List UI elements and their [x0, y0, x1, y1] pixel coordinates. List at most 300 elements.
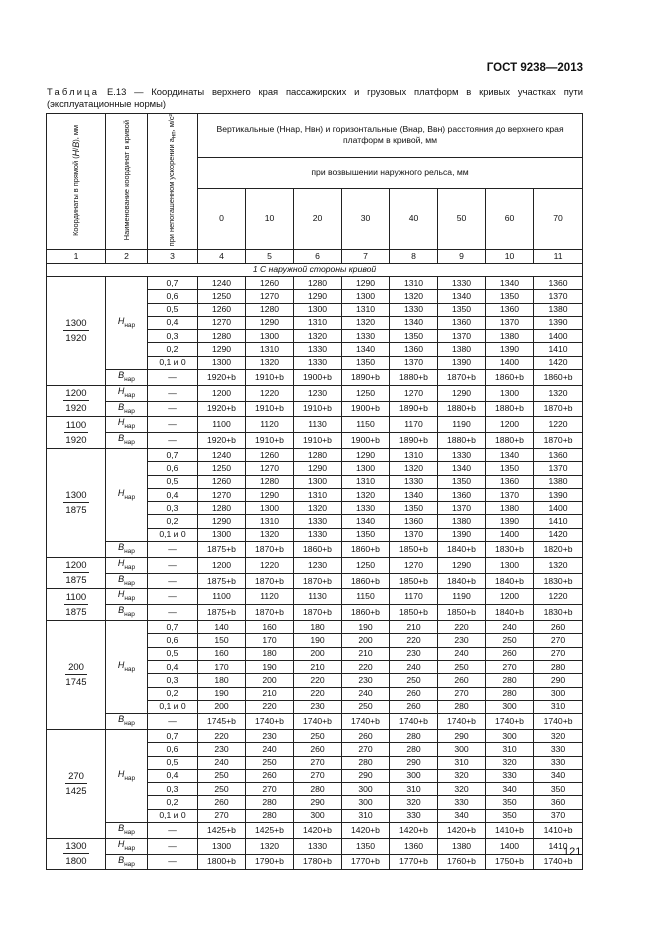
- value-cell: 1830+b: [486, 542, 534, 558]
- value-cell: 210: [294, 660, 342, 673]
- value-cell: 1880+b: [486, 433, 534, 449]
- value-cell: 1870+b: [438, 369, 486, 385]
- table-row: [47, 542, 583, 558]
- value-cell: 270: [534, 647, 583, 660]
- value-cell: 1350: [342, 838, 390, 854]
- value-cell: 1300: [246, 330, 294, 343]
- value-cell: 1900+b: [294, 369, 342, 385]
- b-outer-label-cell: $B_{нар}$: [106, 573, 148, 589]
- value-cell: 1910+b: [246, 369, 294, 385]
- value-cell: 200: [198, 700, 246, 713]
- acceleration-cell: 0,6: [148, 462, 198, 475]
- value-cell: 190: [198, 687, 246, 700]
- value-cell: 1200: [486, 417, 534, 433]
- value-cell: 1875+b: [198, 573, 246, 589]
- acceleration-cell: —: [148, 369, 198, 385]
- value-cell: 1290: [342, 276, 390, 289]
- table-row: [47, 621, 583, 634]
- table-row: [47, 714, 583, 730]
- value-cell: 1760+b: [438, 854, 486, 870]
- value-cell: 1260: [246, 276, 294, 289]
- value-cell: 250: [198, 783, 246, 796]
- caption-text: Е.13 — Координаты верхнего края пассажирских и грузовых платформ в кривых участках пути (эксплуатационные нормы): [47, 86, 583, 109]
- value-cell: 1870+b: [246, 573, 294, 589]
- value-cell: 260: [246, 769, 294, 782]
- value-cell: 1270: [390, 385, 438, 401]
- value-cell: 300: [486, 700, 534, 713]
- acceleration-cell: 0,5: [148, 647, 198, 660]
- value-cell: 1230: [294, 557, 342, 573]
- value-cell: 1360: [534, 276, 583, 289]
- value-cell: 180: [198, 674, 246, 687]
- value-cell: 1420+b: [438, 822, 486, 838]
- value-cell: 1740+b: [342, 714, 390, 730]
- value-cell: 1740+b: [294, 714, 342, 730]
- value-cell: 1310: [246, 343, 294, 356]
- value-cell: 1330: [390, 475, 438, 488]
- header-elevation: при возвышении наружного рельса, мм: [198, 157, 583, 188]
- value-cell: 1890+b: [390, 433, 438, 449]
- acceleration-cell: 0,1 и 0: [148, 356, 198, 369]
- value-cell: 1270: [198, 316, 246, 329]
- column-number-cell: 10: [486, 250, 534, 263]
- value-cell: 1220: [534, 589, 583, 605]
- elevation-header-cell: 20: [294, 188, 342, 250]
- value-cell: 240: [198, 756, 246, 769]
- value-cell: 340: [534, 769, 583, 782]
- header-coordinate-name: Наименование координат в кривой: [106, 114, 148, 250]
- value-cell: 1100: [198, 589, 246, 605]
- value-cell: 1300: [198, 356, 246, 369]
- value-cell: 280: [486, 687, 534, 700]
- header-coordinates-straight: Координаты в прямой (H/B), мм: [47, 114, 106, 250]
- value-cell: 190: [294, 634, 342, 647]
- header-distances: Вертикальные (Hнар, Hвн) и горизонтальные (Bнар, Bвн) расстояния до верхнего края платформ в кривой, мм: [198, 114, 583, 158]
- value-cell: 220: [342, 660, 390, 673]
- value-cell: 1290: [294, 462, 342, 475]
- value-cell: 1360: [390, 343, 438, 356]
- value-cell: 1410: [534, 838, 583, 854]
- elevation-header-cell: 0: [198, 188, 246, 250]
- table-row: [47, 822, 583, 838]
- value-cell: 320: [438, 783, 486, 796]
- value-cell: 1290: [198, 515, 246, 528]
- value-cell: 1410: [534, 515, 583, 528]
- value-cell: 230: [342, 674, 390, 687]
- value-cell: 260: [342, 729, 390, 742]
- value-cell: 1380: [534, 475, 583, 488]
- value-cell: 1870+b: [294, 605, 342, 621]
- acceleration-cell: 0,5: [148, 475, 198, 488]
- column-number-cell: 9: [438, 250, 486, 263]
- value-cell: 1330: [294, 515, 342, 528]
- value-cell: 1300: [294, 475, 342, 488]
- value-cell: 1880+b: [438, 401, 486, 417]
- value-cell: 280: [390, 743, 438, 756]
- table-caption: [47, 86, 583, 109]
- value-cell: 1330: [294, 343, 342, 356]
- value-cell: 210: [342, 647, 390, 660]
- value-cell: 1820+b: [534, 542, 583, 558]
- value-cell: 1350: [486, 290, 534, 303]
- value-cell: 1170: [390, 589, 438, 605]
- value-cell: 1130: [294, 589, 342, 605]
- straight-coordinate-cell: $\frac{1100}{1920}$: [47, 417, 106, 449]
- value-cell: 1350: [438, 475, 486, 488]
- acceleration-cell: 0,1 и 0: [148, 809, 198, 822]
- value-cell: 1270: [390, 557, 438, 573]
- value-cell: 1390: [486, 515, 534, 528]
- table-row: [47, 276, 583, 289]
- value-cell: 220: [246, 700, 294, 713]
- value-cell: 240: [438, 647, 486, 660]
- value-cell: 300: [534, 687, 583, 700]
- value-cell: 1300: [342, 462, 390, 475]
- acceleration-cell: —: [148, 433, 198, 449]
- coordinates-table: [46, 113, 583, 870]
- value-cell: 230: [198, 743, 246, 756]
- value-cell: 1320: [390, 290, 438, 303]
- table-row: [47, 557, 583, 573]
- value-cell: 170: [198, 660, 246, 673]
- value-cell: 1120: [246, 589, 294, 605]
- table-body: [47, 114, 583, 870]
- value-cell: 260: [198, 796, 246, 809]
- value-cell: 1350: [438, 303, 486, 316]
- value-cell: 330: [438, 796, 486, 809]
- value-cell: 1290: [246, 488, 294, 501]
- value-cell: 1200: [198, 385, 246, 401]
- value-cell: 220: [294, 674, 342, 687]
- value-cell: 1130: [294, 417, 342, 433]
- acceleration-cell: 0,2: [148, 687, 198, 700]
- value-cell: 1400: [486, 838, 534, 854]
- value-cell: 1870+b: [246, 542, 294, 558]
- value-cell: 1380: [438, 838, 486, 854]
- value-cell: 300: [294, 809, 342, 822]
- value-cell: 1910+b: [246, 401, 294, 417]
- value-cell: 1320: [246, 838, 294, 854]
- value-cell: 1330: [342, 502, 390, 515]
- value-cell: 1780+b: [294, 854, 342, 870]
- value-cell: 1360: [390, 838, 438, 854]
- value-cell: 180: [246, 647, 294, 660]
- value-cell: 1280: [198, 330, 246, 343]
- value-cell: 1410+b: [486, 822, 534, 838]
- value-cell: 1850+b: [390, 542, 438, 558]
- value-cell: 200: [246, 674, 294, 687]
- value-cell: 1875+b: [198, 605, 246, 621]
- value-cell: 260: [294, 743, 342, 756]
- value-cell: 1360: [390, 515, 438, 528]
- table-row: [47, 838, 583, 854]
- b-outer-label-cell: $B_{нар}$: [106, 369, 148, 385]
- value-cell: 310: [390, 783, 438, 796]
- value-cell: 1390: [534, 316, 583, 329]
- value-cell: 190: [342, 621, 390, 634]
- value-cell: 280: [390, 729, 438, 742]
- value-cell: 1300: [246, 502, 294, 515]
- value-cell: 1360: [486, 475, 534, 488]
- value-cell: 250: [198, 769, 246, 782]
- value-cell: 1100: [198, 417, 246, 433]
- value-cell: 1890+b: [342, 369, 390, 385]
- value-cell: 1390: [534, 488, 583, 501]
- value-cell: 170: [246, 634, 294, 647]
- value-cell: 1320: [534, 385, 583, 401]
- acceleration-cell: 0,2: [148, 796, 198, 809]
- value-cell: 1250: [342, 557, 390, 573]
- value-cell: 240: [486, 621, 534, 634]
- acceleration-cell: 0,6: [148, 290, 198, 303]
- value-cell: 220: [294, 687, 342, 700]
- value-cell: 280: [486, 674, 534, 687]
- b-outer-label-cell: $B_{нар}$: [106, 714, 148, 730]
- value-cell: 1900+b: [342, 401, 390, 417]
- value-cell: 330: [486, 769, 534, 782]
- b-outer-label-cell: $B_{нар}$: [106, 542, 148, 558]
- value-cell: 1360: [486, 303, 534, 316]
- elevation-header-cell: 50: [438, 188, 486, 250]
- acceleration-cell: —: [148, 401, 198, 417]
- header-row-1: [47, 114, 583, 158]
- value-cell: 1420+b: [342, 822, 390, 838]
- value-cell: 1350: [486, 462, 534, 475]
- table-row: [47, 573, 583, 589]
- acceleration-cell: 0,3: [148, 502, 198, 515]
- value-cell: 290: [438, 729, 486, 742]
- value-cell: 230: [294, 700, 342, 713]
- value-cell: 270: [198, 809, 246, 822]
- value-cell: 280: [438, 700, 486, 713]
- value-cell: 1860+b: [294, 542, 342, 558]
- value-cell: 280: [294, 783, 342, 796]
- acceleration-cell: 0,4: [148, 488, 198, 501]
- value-cell: 1250: [198, 290, 246, 303]
- value-cell: 1740+b: [534, 714, 583, 730]
- value-cell: 1340: [486, 448, 534, 461]
- value-cell: 160: [198, 647, 246, 660]
- acceleration-cell: 0,1 и 0: [148, 528, 198, 541]
- value-cell: 1330: [294, 528, 342, 541]
- value-cell: 1410+b: [534, 822, 583, 838]
- value-cell: 1380: [486, 502, 534, 515]
- value-cell: 1320: [246, 356, 294, 369]
- value-cell: 260: [390, 687, 438, 700]
- value-cell: 220: [438, 621, 486, 634]
- value-cell: 230: [438, 634, 486, 647]
- value-cell: 1880+b: [390, 369, 438, 385]
- h-outer-label-cell: $H_{нар}$: [106, 838, 148, 854]
- value-cell: 1425+b: [246, 822, 294, 838]
- value-cell: 240: [342, 687, 390, 700]
- value-cell: 1360: [438, 316, 486, 329]
- table-row: [47, 448, 583, 461]
- value-cell: 250: [390, 674, 438, 687]
- value-cell: 1280: [198, 502, 246, 515]
- value-cell: 290: [342, 769, 390, 782]
- value-cell: 1310: [390, 276, 438, 289]
- acceleration-cell: 0,5: [148, 756, 198, 769]
- value-cell: 1280: [246, 303, 294, 316]
- value-cell: 1310: [390, 448, 438, 461]
- value-cell: 1340: [438, 462, 486, 475]
- acceleration-cell: 0,2: [148, 343, 198, 356]
- value-cell: 1840+b: [486, 605, 534, 621]
- value-cell: 300: [342, 796, 390, 809]
- value-cell: 1390: [486, 343, 534, 356]
- value-cell: 140: [198, 621, 246, 634]
- value-cell: 1320: [246, 528, 294, 541]
- value-cell: 1860+b: [342, 573, 390, 589]
- value-cell: 1260: [198, 475, 246, 488]
- acceleration-cell: —: [148, 589, 198, 605]
- value-cell: 290: [534, 674, 583, 687]
- value-cell: 1330: [390, 303, 438, 316]
- value-cell: 1840+b: [486, 573, 534, 589]
- value-cell: 330: [534, 743, 583, 756]
- value-cell: 180: [294, 621, 342, 634]
- b-outer-label-cell: $B_{нар}$: [106, 822, 148, 838]
- value-cell: 1370: [438, 330, 486, 343]
- straight-coordinate-cell: $\frac{1300}{1920}$: [47, 276, 106, 385]
- value-cell: 1270: [246, 290, 294, 303]
- acceleration-cell: 0,7: [148, 621, 198, 634]
- section-row: [47, 263, 583, 276]
- value-cell: 1380: [438, 343, 486, 356]
- value-cell: 1420+b: [390, 822, 438, 838]
- straight-coordinate-cell: $\frac{1300}{1875}$: [47, 448, 106, 557]
- value-cell: 1890+b: [390, 401, 438, 417]
- acceleration-cell: 0,4: [148, 660, 198, 673]
- table-row: [47, 589, 583, 605]
- h-outer-label-cell: $H_{нар}$: [106, 729, 148, 822]
- value-cell: 310: [534, 700, 583, 713]
- table-row: [47, 854, 583, 870]
- h-outer-label-cell: $H_{нар}$: [106, 589, 148, 605]
- acceleration-cell: —: [148, 838, 198, 854]
- value-cell: 370: [534, 809, 583, 822]
- value-cell: 1220: [246, 557, 294, 573]
- value-cell: 1170: [390, 417, 438, 433]
- elevation-header-cell: 60: [486, 188, 534, 250]
- acceleration-cell: 0,3: [148, 674, 198, 687]
- value-cell: 1400: [486, 528, 534, 541]
- b-outer-label-cell: $B_{нар}$: [106, 433, 148, 449]
- value-cell: 1260: [246, 448, 294, 461]
- value-cell: 1310: [342, 303, 390, 316]
- column-number-cell: 1: [47, 250, 106, 263]
- value-cell: 330: [390, 809, 438, 822]
- straight-coordinate-cell: $\frac{200}{1745}$: [47, 621, 106, 730]
- value-cell: 350: [486, 809, 534, 822]
- straight-coordinate-cell: $\frac{1200}{1920}$: [47, 385, 106, 417]
- value-cell: 1920+b: [198, 433, 246, 449]
- column-number-cell: 8: [390, 250, 438, 263]
- value-cell: 1300: [486, 557, 534, 573]
- elevation-header-cell: 10: [246, 188, 294, 250]
- value-cell: 250: [438, 660, 486, 673]
- value-cell: 350: [486, 796, 534, 809]
- acceleration-cell: —: [148, 573, 198, 589]
- value-cell: 300: [438, 743, 486, 756]
- value-cell: 1380: [534, 303, 583, 316]
- section-title: 1 С наружной стороны кривой: [47, 263, 583, 276]
- value-cell: 1790+b: [246, 854, 294, 870]
- h-outer-label-cell: $H_{нар}$: [106, 448, 148, 541]
- value-cell: 1330: [438, 276, 486, 289]
- value-cell: 1380: [438, 515, 486, 528]
- value-cell: 310: [342, 809, 390, 822]
- value-cell: 1830+b: [534, 573, 583, 589]
- value-cell: 1290: [294, 290, 342, 303]
- value-cell: 1830+b: [534, 605, 583, 621]
- value-cell: 270: [246, 783, 294, 796]
- value-cell: 1870+b: [246, 605, 294, 621]
- value-cell: 1770+b: [390, 854, 438, 870]
- straight-coordinate-cell: $\frac{1200}{1875}$: [47, 557, 106, 589]
- acceleration-cell: —: [148, 822, 198, 838]
- table-row: [47, 401, 583, 417]
- value-cell: 1250: [342, 385, 390, 401]
- value-cell: 1220: [246, 385, 294, 401]
- acceleration-cell: 0,7: [148, 729, 198, 742]
- value-cell: 1270: [246, 462, 294, 475]
- caption-lead: Таблица: [47, 86, 100, 97]
- b-outer-label-cell: $B_{нар}$: [106, 401, 148, 417]
- value-cell: 1240: [198, 276, 246, 289]
- value-cell: 1420+b: [294, 822, 342, 838]
- value-cell: 1910+b: [246, 433, 294, 449]
- value-cell: 290: [294, 796, 342, 809]
- value-cell: 1150: [342, 417, 390, 433]
- straight-coordinate-cell: $\frac{1100}{1875}$: [47, 589, 106, 621]
- value-cell: 1740+b: [246, 714, 294, 730]
- value-cell: 1330: [342, 330, 390, 343]
- value-cell: 1360: [534, 448, 583, 461]
- value-cell: 1400: [534, 502, 583, 515]
- value-cell: 350: [534, 783, 583, 796]
- h-outer-label-cell: $H_{нар}$: [106, 276, 148, 369]
- value-cell: 230: [246, 729, 294, 742]
- value-cell: 1200: [486, 589, 534, 605]
- value-cell: 1350: [390, 502, 438, 515]
- value-cell: 340: [438, 809, 486, 822]
- value-cell: 1190: [438, 417, 486, 433]
- value-cell: 1300: [198, 838, 246, 854]
- value-cell: 320: [486, 756, 534, 769]
- value-cell: 320: [534, 729, 583, 742]
- value-cell: 1250: [198, 462, 246, 475]
- value-cell: 1370: [390, 528, 438, 541]
- value-cell: 1910+b: [294, 401, 342, 417]
- value-cell: 1740+b: [390, 714, 438, 730]
- value-cell: 1740+b: [486, 714, 534, 730]
- value-cell: 1240: [198, 448, 246, 461]
- value-cell: 1310: [294, 316, 342, 329]
- value-cell: 280: [246, 809, 294, 822]
- standard-header: ГОСТ 9238—2013: [486, 62, 583, 74]
- value-cell: 1920+b: [198, 401, 246, 417]
- value-cell: 1875+b: [198, 542, 246, 558]
- value-cell: 1200: [198, 557, 246, 573]
- value-cell: 1340: [390, 316, 438, 329]
- value-cell: 210: [390, 621, 438, 634]
- value-cell: 1900+b: [342, 433, 390, 449]
- value-cell: 260: [486, 647, 534, 660]
- acceleration-cell: —: [148, 385, 198, 401]
- value-cell: 1920+b: [198, 369, 246, 385]
